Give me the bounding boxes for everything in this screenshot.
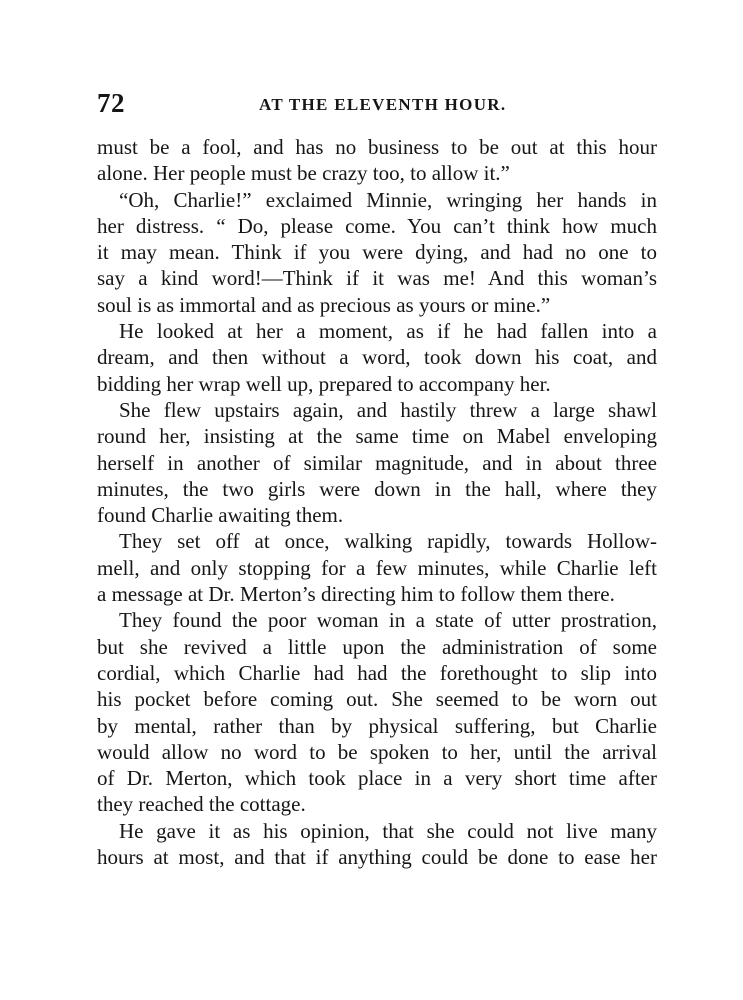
text-line: by mental, rather than by physical suffering, but Charlie [97, 713, 657, 738]
text-line: “Oh, Charlie!” exclaimed Minnie, wringing her hands in [119, 187, 657, 212]
text-line: must be a fool, and has no business to be out at this hour [97, 135, 657, 159]
text-line: her distress. “ Do, please come. You can’t think how much [97, 213, 657, 238]
text-line: it may mean. Think if you were dying, and had no one to [97, 240, 657, 265]
text-line: but she revived a little upon the administration of some [97, 634, 657, 659]
running-head: AT THE ELEVENTH HOUR. [259, 95, 507, 114]
text-line: He looked at her a moment, as if he had fallen into a [119, 319, 657, 344]
text-line: round her, insisting at the same time on Mabel enveloping [97, 424, 657, 449]
text-line: they reached the cottage. [97, 792, 306, 817]
text-line: mell, and only stopping for a few minutes, while Charlie left [97, 555, 657, 580]
text-line: dream, and then without a word, took down his coat, and [97, 345, 657, 370]
text-line: herself in another of similar magnitude, and in about three [97, 450, 657, 475]
text-line: would allow no word to be spoken to her, until the arrival [97, 739, 657, 764]
text-line: He gave it as his opinion, that she could not live many [119, 818, 657, 843]
text-line: say a kind word!—Think if it was me! And this woman’s [97, 266, 657, 291]
page-number: 72 [97, 88, 125, 118]
text-line: of Dr. Merton, which took place in a very short time after [97, 766, 657, 791]
page-header [97, 88, 657, 122]
text-line: hours at most, and that if anything could be done to ease her [97, 845, 657, 870]
text-line: a message at Dr. Merton’s directing him to follow them there. [97, 582, 615, 607]
text-line: alone. Her people must be crazy too, to allow it.” [97, 161, 510, 186]
body-text [97, 134, 657, 870]
text-line: They set off at once, walking rapidly, towards Hollow- [119, 529, 657, 554]
text-line: found Charlie awaiting them. [97, 503, 344, 528]
text-line: minutes, the two girls were down in the hall, where they [97, 476, 657, 501]
text-line: bidding her wrap well up, prepared to accompany her. [97, 371, 551, 396]
text-line: They found the poor woman in a state of utter prostration, [119, 608, 657, 633]
text-line: She flew upstairs again, and hastily threw a large shawl [119, 397, 657, 422]
text-line: his pocket before coming out. She seemed to be worn out [97, 687, 657, 712]
text-line: cordial, which Charlie had had the forethought to slip into [97, 660, 657, 685]
text-line: soul is as immortal and as precious as yours or mine.” [97, 292, 551, 317]
